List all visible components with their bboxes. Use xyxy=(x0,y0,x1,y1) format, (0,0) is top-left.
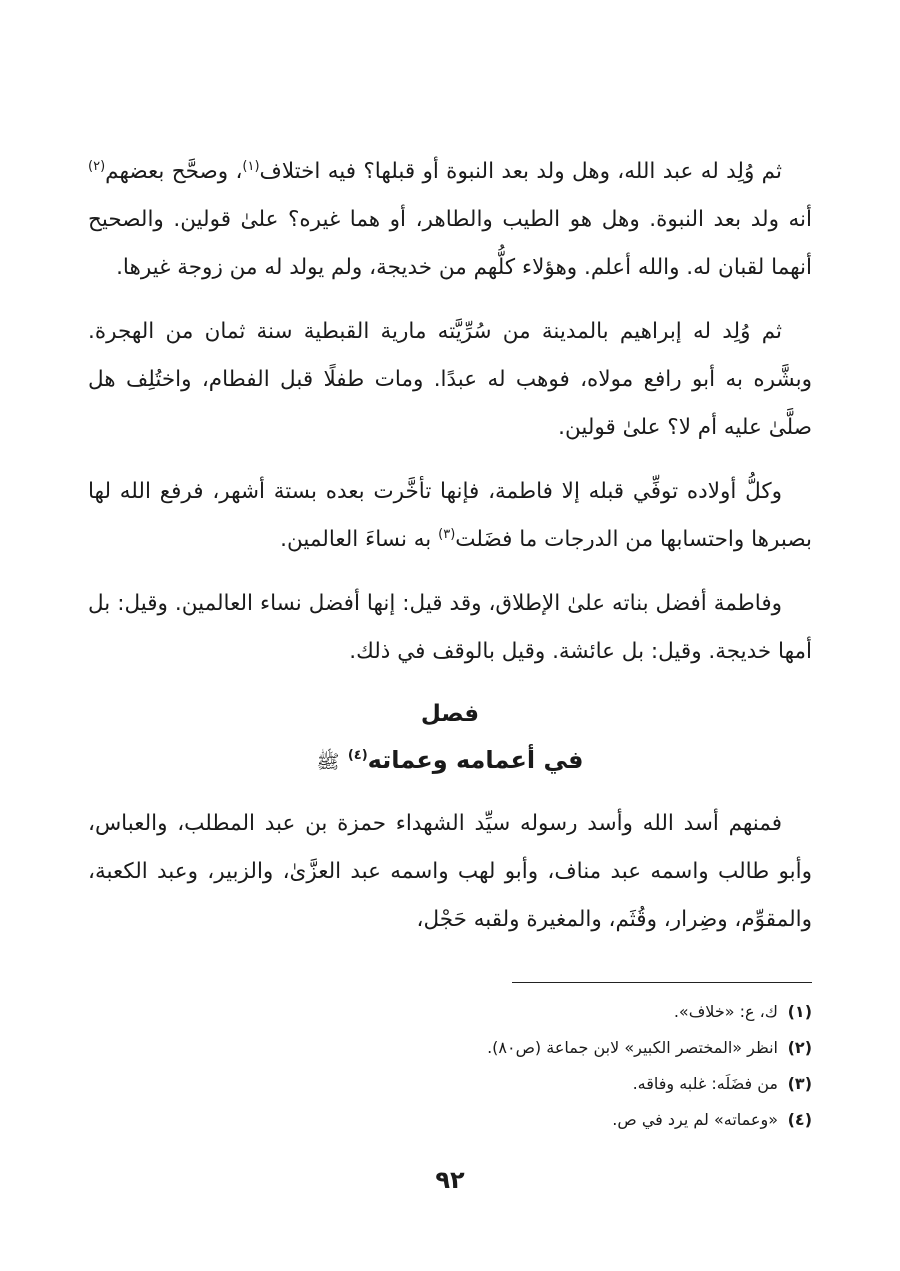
footnote-2 xyxy=(88,1030,812,1066)
footnote-3-number: (٣) xyxy=(787,1074,812,1093)
paragraph-4-text: وفاطمة أفضل بناته علىٰ الإطلاق، وقد قيل: إنها أفضل نساء العالمين. وقيل: بل أمها خديجة. وقيل: بل عائشة. وقيل بالوقف في ذلك. xyxy=(88,591,812,664)
footnote-2-text: انظر «المختصر الكبير» لابن جماعة (ص٨٠). xyxy=(487,1038,778,1057)
footnote-ref-1[interactable]: (١) xyxy=(242,158,260,174)
page-number: ٩٢ xyxy=(435,1166,465,1194)
footnote-ref-2[interactable]: (٢) xyxy=(88,158,106,174)
footnote-4 xyxy=(88,1102,812,1138)
page-body xyxy=(88,148,812,960)
paragraph-2-text: ثم وُلِد له إبراهيم بالمدينة من سُرِّيَّته مارية القبطية سنة ثمان من الهجرة. وبشَّره به أبو رافع مولاه، فوهب له عبدًا. ومات طفلًا قبل الفطام، واختُلِف هل صلَّىٰ عليه أم لا؟ علىٰ قولين. xyxy=(88,319,812,440)
paragraph-3 xyxy=(88,468,812,564)
paragraph-3-text-a: وكلُّ أولاده توفِّي قبله إلا فاطمة، فإنها تأخَّرت بعده بستة أشهر، فرفع الله لها بصبرها واحتسابها من الدرجات ما فضَلت xyxy=(88,479,812,552)
paragraph-1-text-b: ، وصحَّح بعضهم xyxy=(105,159,243,184)
paragraph-1 xyxy=(88,148,812,292)
footnote-4-number: (٤) xyxy=(787,1110,812,1129)
paragraph-2 xyxy=(88,308,812,452)
paragraph-1-text-c: أنه ولد بعد النبوة. وهل هو الطيب والطاهر، أو هما غيره؟ علىٰ قولين. والصحيح أنهما لقبان له. والله أعلم. وهؤلاء كلُّهم من خديجة، ولم يولد له من زوجة غيرها. xyxy=(88,207,812,280)
footnote-1-text: ك، ع: «خلاف». xyxy=(673,1002,778,1021)
paragraph-1-text-a: ثم وُلِد له عبد الله، وهل ولد بعد النبوة أو قبلها؟ فيه اختلاف xyxy=(259,159,782,184)
paragraph-5-text: فمنهم أسد الله وأسد رسوله سيِّد الشهداء حمزة بن عبد المطلب، والعباس، وأبو طالب واسمه عبد مناف، وأبو لهب واسمه عبد العزَّىٰ، والزبير، وعبد الكعبة، والمقوِّم، وضِرار، وقُثَم، والمغيرة ولقبه حَجْل، xyxy=(88,811,812,932)
paragraph-4 xyxy=(88,580,812,676)
footnote-ref-4[interactable]: (٤) xyxy=(347,748,368,763)
footnote-4-text: «وعماته» لم يرد في ص. xyxy=(612,1110,778,1129)
footnote-ref-3[interactable]: (٣) xyxy=(438,526,456,542)
footnote-1-number: (١) xyxy=(787,1002,812,1021)
section-subtitle xyxy=(88,736,812,786)
paragraph-5 xyxy=(88,800,812,944)
paragraph-3-text-b: به نساءَ العالمين. xyxy=(280,527,439,552)
footnote-1 xyxy=(88,994,812,1030)
salawat-glyph: ﷺ xyxy=(316,751,340,773)
section-title: فصل xyxy=(420,701,480,727)
section-subtitle-text: في أعمامه وعماته xyxy=(367,746,584,774)
footnotes xyxy=(88,994,812,1138)
footnote-3-text: من فضَلَه: غلبه وفاقه. xyxy=(632,1074,778,1093)
footnote-2-number: (٢) xyxy=(787,1038,812,1057)
footnote-3 xyxy=(88,1066,812,1102)
footnote-separator xyxy=(512,982,812,983)
